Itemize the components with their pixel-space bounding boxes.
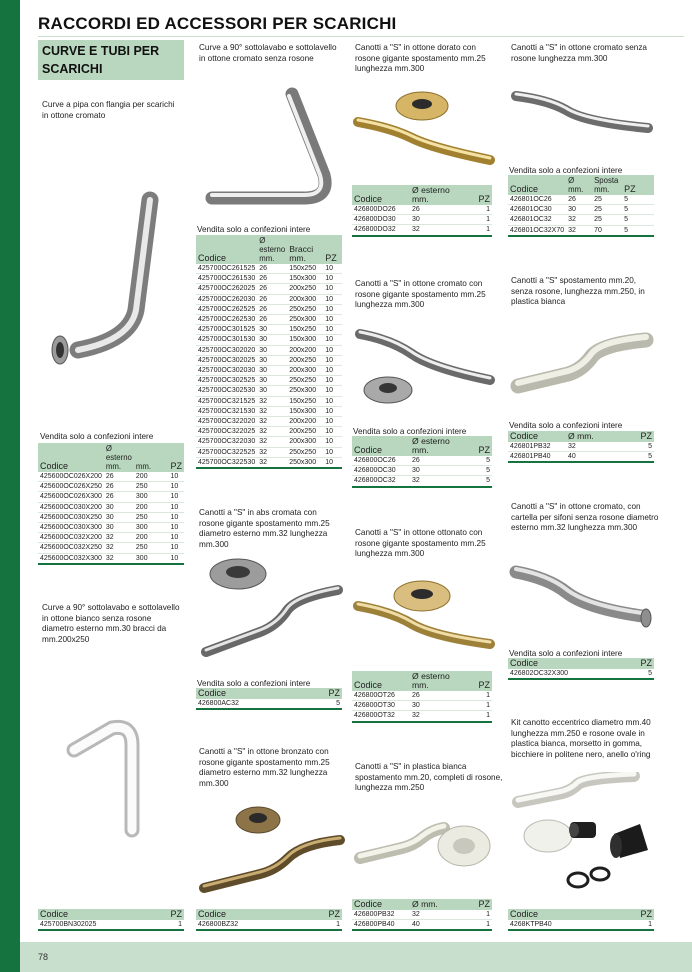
table-header: Codice bbox=[508, 658, 625, 669]
table-cell: 250x300 bbox=[287, 386, 323, 396]
table-cell: 426800PB40 bbox=[352, 920, 410, 931]
table-cell: 425700OC261525 bbox=[198, 265, 256, 272]
table-cell: 26 bbox=[257, 294, 287, 304]
table-cell: 425600OC026X250 bbox=[40, 483, 102, 491]
sale-note-curve-cromato: Vendita solo a confezioni intere bbox=[197, 225, 311, 234]
table-cell: 425700OC262525 bbox=[198, 305, 256, 313]
table-cell: 5 bbox=[622, 225, 654, 236]
table-cell: 426800DO26 bbox=[352, 205, 410, 215]
table-cell: 10 bbox=[323, 294, 342, 304]
table-cell: 425700OC322025 bbox=[198, 428, 256, 436]
table-cell: 1 bbox=[470, 215, 492, 225]
table-cell: 200x200 bbox=[287, 417, 323, 427]
table-cell: 425700OC261530 bbox=[198, 275, 256, 283]
table-cell: 425700OC302025 bbox=[198, 356, 256, 364]
table-cell: 40 bbox=[566, 452, 626, 463]
table-header: PZ bbox=[622, 175, 654, 195]
caption-curve-pipa: Curve a pipa con flangia per scarichi in ottone cromato bbox=[42, 100, 175, 120]
table-cell: 40 bbox=[410, 920, 470, 931]
table-cell: 250x300 bbox=[287, 315, 323, 325]
table-cell: 425700OC262530 bbox=[198, 316, 256, 324]
table-cell: 1 bbox=[470, 910, 492, 920]
table-canotti-ottonato bbox=[352, 671, 492, 723]
product-image-canotto-cartella bbox=[508, 560, 656, 636]
table-cell: 5 bbox=[622, 215, 654, 225]
table-cell: 10 bbox=[323, 427, 342, 437]
table-cell: 1 bbox=[154, 920, 184, 930]
table-cell: 26 bbox=[257, 315, 287, 325]
table-cell: 30 bbox=[257, 355, 287, 365]
table-canotti-cromato-rosone bbox=[352, 436, 492, 488]
table-cell: 1 bbox=[470, 711, 492, 722]
table-header: Ø esterno mm. bbox=[105, 444, 132, 471]
table-cell: 150x250 bbox=[287, 264, 323, 274]
table-cell: 10 bbox=[323, 406, 342, 416]
caption-canotti-ottonato: Canotti a "S" in ottone ottonato con rosone gigante spostamento mm.25 lunghezza mm.300 bbox=[355, 528, 486, 558]
table-cell: 300 bbox=[134, 523, 169, 533]
table-header: Codice bbox=[352, 899, 410, 910]
table-cell: 426801PB32 bbox=[508, 442, 566, 452]
product-image-canotti-abs bbox=[198, 550, 346, 670]
table-header: Ø mm. bbox=[566, 175, 592, 195]
table-canotti-plastica-senza bbox=[508, 431, 654, 463]
table-curve-cromato bbox=[196, 235, 342, 469]
product-image-curve-cromato bbox=[196, 80, 346, 210]
table-cell: 425600OC032X200 bbox=[40, 534, 102, 542]
table-header: Ø esterno mm. bbox=[410, 185, 470, 205]
sale-note-canotti-plastica-senza: Vendita solo a confezioni intere bbox=[509, 421, 623, 430]
table-cell: 10 bbox=[323, 355, 342, 365]
table-cell: 32 bbox=[410, 225, 470, 236]
table-cell: 425700OC322030 bbox=[198, 438, 256, 446]
table-cell: 1 bbox=[617, 920, 654, 930]
table-cell: 425600OC032X300 bbox=[38, 553, 104, 564]
table-header: Codice bbox=[352, 671, 410, 691]
caption-canotti-abs: Canotti a "S" in abs cromata con rosone gigante spostamento mm.25 diametro esterno mm.32 lunghezza mm.300 bbox=[199, 508, 330, 549]
table-cell: 32 bbox=[566, 442, 626, 452]
table-cell: 32 bbox=[566, 225, 592, 236]
table-cell: 25 bbox=[592, 215, 622, 225]
caption-canotti-dorato: Canotti a "S" in ottone dorato con rosone gigante spostamento mm.25 lunghezza mm.300 bbox=[355, 43, 486, 73]
table-cell: 426800OC26 bbox=[352, 456, 410, 466]
table-cell: 32 bbox=[104, 533, 134, 543]
table-header: Codice bbox=[196, 909, 304, 920]
table-cell: 426802OC32X300 bbox=[508, 669, 625, 679]
table-cell: 26 bbox=[257, 264, 287, 274]
table-cell: 250 bbox=[134, 482, 169, 492]
category-heading: CURVE E TUBI PER SCARICHI bbox=[38, 40, 184, 80]
table-cell: 200 bbox=[134, 472, 169, 482]
table-cell: 425700OC322525 bbox=[198, 448, 256, 456]
table-cell: 10 bbox=[168, 512, 184, 522]
table-cell: 425700OC321525 bbox=[198, 397, 256, 405]
table-cell: 425700OC321530 bbox=[198, 407, 256, 415]
table-curve-pipa bbox=[38, 443, 184, 565]
table-cell: 10 bbox=[323, 274, 342, 284]
table-cell: 26 bbox=[410, 691, 470, 701]
table-cell: 30 bbox=[257, 325, 287, 335]
table-cell: 32 bbox=[257, 417, 287, 427]
table-cell: 425700OC302530 bbox=[198, 387, 256, 395]
table-cell: 1 bbox=[470, 225, 492, 236]
table-cell: 26 bbox=[104, 482, 134, 492]
table-cell: 32 bbox=[257, 406, 287, 416]
table-header: Codice bbox=[38, 443, 104, 472]
table-cell: 250x250 bbox=[287, 376, 323, 386]
product-image-canotti-plastica-senza bbox=[508, 330, 656, 400]
table-cell: 426801OC32X70 bbox=[508, 225, 566, 236]
table-cell: 426800OT32 bbox=[352, 711, 410, 722]
table-cell: 200x250 bbox=[287, 427, 323, 437]
table-cell: 30 bbox=[257, 345, 287, 355]
sale-note-canotto-cartella: Vendita solo a confezioni intere bbox=[509, 649, 623, 658]
table-cell: 26 bbox=[257, 274, 287, 284]
table-cell: 32 bbox=[257, 447, 287, 457]
table-cell: 425700BN302025 bbox=[38, 920, 154, 930]
table-cell: 10 bbox=[323, 366, 342, 376]
table-canotti-abs bbox=[196, 688, 342, 710]
table-cell: 426800PB32 bbox=[352, 910, 410, 920]
table-cell: 250x250 bbox=[287, 447, 323, 457]
table-header: PZ bbox=[154, 909, 184, 920]
table-cell: 5 bbox=[470, 476, 492, 487]
table-cell: 26 bbox=[104, 472, 134, 482]
table-cell: 425700OC322530 bbox=[196, 457, 257, 468]
table-cell: 10 bbox=[323, 264, 342, 274]
table-cell: 425700OC322020 bbox=[198, 418, 256, 426]
table-header: Codice bbox=[196, 688, 304, 699]
table-header: Codice bbox=[508, 431, 566, 442]
table-cell: 32 bbox=[566, 215, 592, 225]
table-cell: 30 bbox=[257, 386, 287, 396]
caption-canotti-plastica-rosone: Canotti a "S" in plastica bianca spostamento mm.20, completi di rosone, lunghezza mm.250 bbox=[355, 762, 503, 792]
table-cell: 150x300 bbox=[287, 406, 323, 416]
table-cell: 10 bbox=[323, 345, 342, 355]
table-header: PZ bbox=[304, 909, 342, 920]
table-cell: 425700OC302030 bbox=[198, 367, 256, 375]
table-cell: 25 bbox=[592, 205, 622, 215]
table-cell: 300 bbox=[134, 492, 169, 502]
table-header: mm. bbox=[134, 443, 169, 472]
caption-canotti-cromato-rosone: Canotti a "S" in ottone cromato con rosone gigante spostamento mm.25 lunghezza mm.300 bbox=[355, 279, 486, 309]
title-divider bbox=[38, 36, 684, 37]
table-header: Ø esterno mm. bbox=[410, 436, 470, 456]
table-cell: 26 bbox=[410, 205, 470, 215]
table-cell: 30 bbox=[410, 466, 470, 476]
table-header: Codice bbox=[196, 235, 257, 264]
table-cell: 32 bbox=[104, 543, 134, 553]
table-cell: 425700OC302020 bbox=[198, 346, 256, 354]
table-cell: 25 bbox=[592, 195, 622, 205]
table-cell: 200 bbox=[134, 502, 169, 512]
table-header: PZ bbox=[626, 431, 654, 442]
table-cell: 5 bbox=[625, 669, 654, 679]
table-cell: 426800BZ32 bbox=[196, 920, 304, 930]
table-cell: 5 bbox=[622, 195, 654, 205]
table-cell: 10 bbox=[168, 482, 184, 492]
table-cell: 425700OC301530 bbox=[198, 336, 256, 344]
product-image-canotti-bronzato bbox=[198, 800, 346, 900]
table-header: PZ bbox=[625, 658, 654, 669]
product-image-canotti-ottonato bbox=[352, 572, 498, 668]
table-kit-eccentrico bbox=[508, 909, 654, 931]
table-cell: 32 bbox=[257, 396, 287, 406]
table-cell: 150x250 bbox=[287, 325, 323, 335]
table-cell: 10 bbox=[168, 533, 184, 543]
table-cell: 26 bbox=[257, 284, 287, 294]
table-cell: 10 bbox=[168, 553, 184, 564]
table-cell: 426800DO30 bbox=[352, 215, 410, 225]
table-header: Sposta mm. bbox=[592, 175, 622, 195]
footer-band bbox=[20, 942, 692, 972]
table-canotti-cromato-senza bbox=[508, 175, 654, 237]
table-cell: 30 bbox=[104, 512, 134, 522]
table-cell: 200x300 bbox=[287, 437, 323, 447]
table-cell: 425600OC030X200 bbox=[40, 503, 102, 511]
table-header: Codice bbox=[38, 909, 154, 920]
table-cell: 300 bbox=[134, 553, 169, 564]
caption-curve-cromato: Curve a 90° sottolavabo e sottolavello in ottone cromato senza rosone bbox=[199, 43, 337, 63]
sale-note-canotti-cromato-rosone: Vendita solo a confezioni intere bbox=[353, 427, 467, 436]
caption-canotti-bronzato: Canotti a "S" in ottone bronzato con rosone gigante spostamento mm.25 diametro esterno mm.32 lunghezza mm.300 bbox=[199, 747, 330, 788]
table-cell: 250 bbox=[134, 512, 169, 522]
table-cell: 150x300 bbox=[287, 335, 323, 345]
table-cell: 10 bbox=[323, 447, 342, 457]
table-canotto-cartella bbox=[508, 658, 654, 680]
table-cell: 426800OT26 bbox=[352, 691, 410, 701]
product-image-curve-bianco bbox=[60, 710, 160, 840]
table-cell: 200x300 bbox=[287, 294, 323, 304]
table-canotti-plastica-rosone bbox=[352, 899, 492, 931]
table-cell: 10 bbox=[323, 325, 342, 335]
table-cell: 30 bbox=[410, 215, 470, 225]
table-cell: 1 bbox=[304, 920, 342, 930]
table-cell: 30 bbox=[257, 335, 287, 345]
table-cell: 10 bbox=[168, 523, 184, 533]
table-header: Codice bbox=[352, 436, 410, 456]
table-header: Ø esterno mm. bbox=[410, 671, 470, 691]
table-cell: 426800AC32 bbox=[196, 699, 304, 709]
table-cell: 425600OC030X300 bbox=[40, 524, 102, 532]
table-cell: 30 bbox=[104, 502, 134, 512]
caption-canotto-cartella: Canotti a "S" in ottone cromato, con cartella per sifoni senza rosone diametro esterno mm.32 lunghezza mm.300 bbox=[511, 502, 659, 532]
table-cell: 10 bbox=[323, 437, 342, 447]
table-cell: 10 bbox=[168, 472, 184, 482]
table-curve-bianco bbox=[38, 909, 184, 931]
page-title: RACCORDI ED ACCESSORI PER SCARICHI bbox=[38, 14, 397, 33]
table-header: PZ bbox=[470, 185, 492, 205]
product-image-curve-pipa bbox=[38, 190, 178, 370]
table-cell: 426801OC30 bbox=[508, 205, 566, 215]
table-cell: 10 bbox=[323, 396, 342, 406]
table-header: PZ bbox=[470, 671, 492, 691]
table-header: PZ bbox=[470, 436, 492, 456]
table-cell: 1 bbox=[470, 205, 492, 215]
table-cell: 32 bbox=[257, 437, 287, 447]
product-image-canotti-cromato-senza bbox=[508, 80, 656, 150]
table-cell: 425700OC302525 bbox=[198, 377, 256, 385]
table-cell: 10 bbox=[168, 492, 184, 502]
table-cell: 426801OC26 bbox=[508, 195, 566, 205]
table-cell: 1 bbox=[470, 691, 492, 701]
table-cell: 150x250 bbox=[287, 396, 323, 406]
table-header: PZ bbox=[304, 688, 342, 699]
table-header: Bracci mm. bbox=[287, 235, 323, 264]
table-cell: 425600OC026X300 bbox=[40, 493, 102, 501]
table-header: Ø mm. bbox=[410, 899, 470, 910]
table-cell: 200 bbox=[134, 533, 169, 543]
table-cell: 200x250 bbox=[287, 284, 323, 294]
table-cell: 26 bbox=[566, 195, 592, 205]
table-cell: 10 bbox=[323, 284, 342, 294]
left-color-bar bbox=[0, 0, 20, 972]
table-cell: 425700OC262025 bbox=[198, 285, 256, 293]
table-header: Ø mm. bbox=[566, 431, 626, 442]
table-header: Codice bbox=[508, 909, 617, 920]
table-header: Codice bbox=[508, 175, 566, 195]
table-cell: 425700OC301525 bbox=[198, 326, 256, 334]
table-cell: 30 bbox=[410, 701, 470, 711]
table-cell: 425600OC030X250 bbox=[40, 513, 102, 521]
sale-note-curve-pipa: Vendita solo a confezioni intere bbox=[40, 432, 154, 441]
table-cell: 1 bbox=[470, 920, 492, 931]
table-cell: 10 bbox=[323, 417, 342, 427]
table-cell: 32 bbox=[410, 910, 470, 920]
product-image-canotti-dorato bbox=[352, 84, 498, 180]
table-cell: 10 bbox=[323, 386, 342, 396]
table-cell: 10 bbox=[323, 304, 342, 314]
table-cell: 5 bbox=[470, 456, 492, 466]
table-cell: 425600OC026X200 bbox=[40, 473, 102, 480]
table-cell: 426800OC32 bbox=[352, 476, 410, 487]
table-cell: 26 bbox=[410, 456, 470, 466]
table-cell: 426801PB40 bbox=[508, 452, 566, 463]
table-cell: 30 bbox=[257, 376, 287, 386]
table-canotti-bronzato bbox=[196, 909, 342, 931]
table-cell: 26 bbox=[104, 492, 134, 502]
table-header: PZ bbox=[617, 909, 654, 920]
product-image-canotti-cromato-rosone bbox=[352, 318, 498, 414]
caption-canotti-cromato-senza: Canotti a "S" in ottone cromato senza rosone lunghezza mm.300 bbox=[511, 43, 647, 63]
table-cell: 10 bbox=[323, 335, 342, 345]
table-cell: 32 bbox=[104, 553, 134, 564]
table-cell: 10 bbox=[168, 543, 184, 553]
page-number: 78 bbox=[38, 952, 49, 962]
table-header: Ø esterno mm. bbox=[259, 236, 286, 263]
table-cell: 30 bbox=[257, 366, 287, 376]
table-cell: 5 bbox=[626, 442, 654, 452]
table-cell: 32 bbox=[257, 427, 287, 437]
table-cell: 250x250 bbox=[287, 304, 323, 314]
table-cell: 32 bbox=[257, 457, 287, 468]
table-cell: 200x300 bbox=[287, 366, 323, 376]
table-cell: 30 bbox=[104, 523, 134, 533]
caption-canotti-plastica-senza: Canotti a "S" spostamento mm.20, senza rosone, lunghezza mm.250, in plastica bianca bbox=[511, 276, 645, 306]
table-cell: 426800OC30 bbox=[352, 466, 410, 476]
table-header: Codice bbox=[352, 185, 410, 205]
table-cell: 426800DO32 bbox=[352, 225, 410, 236]
table-header: PZ bbox=[323, 235, 342, 264]
table-cell: 5 bbox=[626, 452, 654, 463]
table-cell: 4268KTPB40 bbox=[508, 920, 617, 930]
sale-note-canotti-cromato-senza: Vendita solo a confezioni intere bbox=[509, 166, 623, 175]
table-cell: 30 bbox=[566, 205, 592, 215]
table-cell: 425600OC032X250 bbox=[40, 544, 102, 552]
table-cell: 10 bbox=[168, 502, 184, 512]
caption-curve-bianco: Curve a 90° sottolavabo e sottolavello in ottone bianco senza rosone diametro esterno mm.30 bracci da mm.200x250 bbox=[42, 603, 180, 644]
table-cell: 150x300 bbox=[287, 274, 323, 284]
table-cell: 1 bbox=[470, 701, 492, 711]
table-cell: 250 bbox=[134, 543, 169, 553]
product-image-kit-eccentrico bbox=[508, 772, 658, 900]
table-cell: 10 bbox=[323, 376, 342, 386]
table-cell: 200x200 bbox=[287, 345, 323, 355]
table-cell: 70 bbox=[592, 225, 622, 236]
table-cell: 425700OC262030 bbox=[198, 295, 256, 303]
table-cell: 10 bbox=[323, 457, 342, 468]
table-cell: 250x300 bbox=[287, 457, 323, 468]
table-cell: 32 bbox=[410, 476, 470, 487]
table-header: PZ bbox=[470, 899, 492, 910]
table-cell: 426800OT30 bbox=[352, 701, 410, 711]
table-cell: 5 bbox=[470, 466, 492, 476]
table-cell: 32 bbox=[410, 711, 470, 722]
table-cell: 426801OC32 bbox=[508, 215, 566, 225]
table-header: PZ bbox=[168, 443, 184, 472]
table-cell: 5 bbox=[622, 205, 654, 215]
sale-note-canotti-abs: Vendita solo a confezioni intere bbox=[197, 679, 311, 688]
table-cell: 10 bbox=[323, 315, 342, 325]
table-cell: 26 bbox=[257, 304, 287, 314]
table-cell: 5 bbox=[304, 699, 342, 709]
product-image-canotti-plastica-rosone bbox=[352, 818, 498, 890]
caption-kit-eccentrico: Kit canotto eccentrico diametro mm.40 lunghezza mm.250 e rosone ovale in plastica bianca, morsetto in gomma, bicchiere in politene nero, anello o'ring bbox=[511, 718, 651, 759]
table-cell: 200x250 bbox=[287, 355, 323, 365]
table-canotti-dorato bbox=[352, 185, 492, 237]
